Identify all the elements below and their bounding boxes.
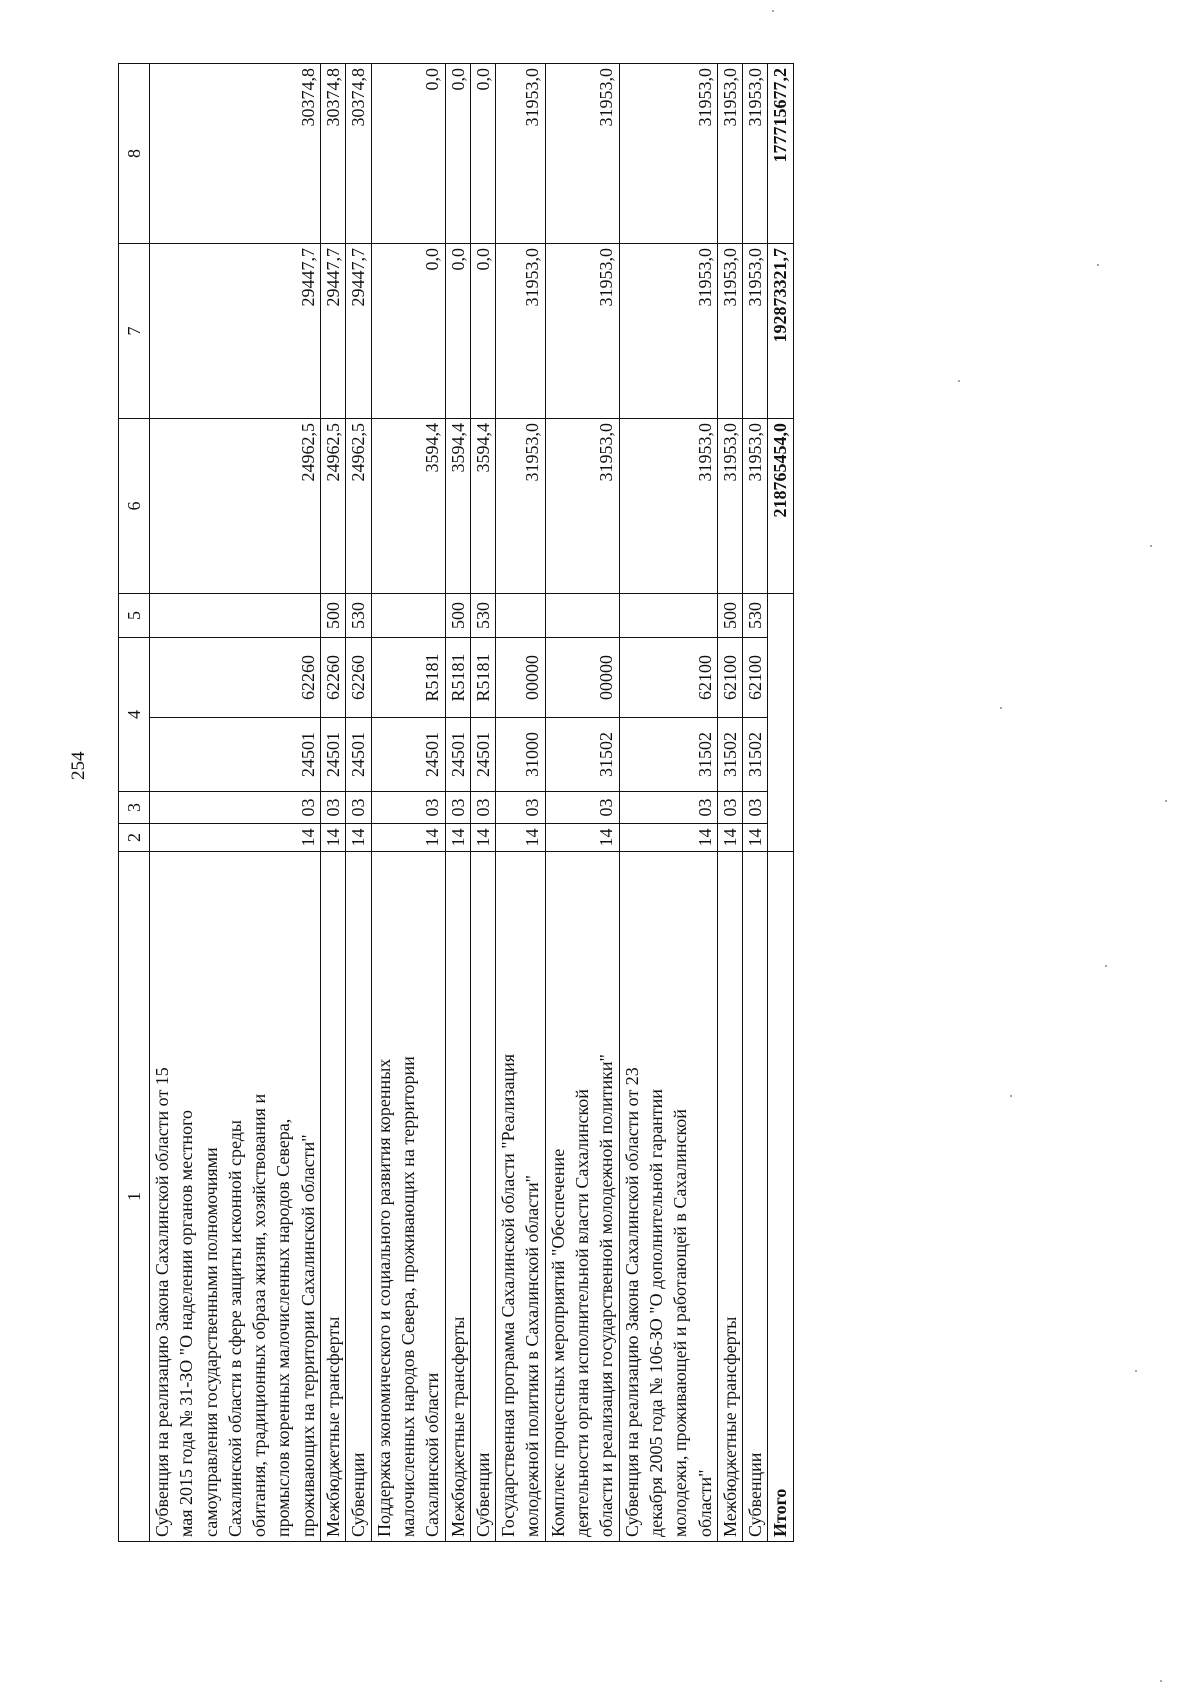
subsection-code: 03 xyxy=(545,792,619,824)
row-description: Межбюджетные трансферты xyxy=(321,852,346,1542)
amount-col7: 0,0 xyxy=(445,244,470,419)
amount-col6: 31953,0 xyxy=(496,419,546,594)
program-code: 24501 xyxy=(371,718,445,792)
program-code: 24501 xyxy=(470,718,495,792)
expense-type-code: 500 xyxy=(717,594,742,638)
amount-col7: 31953,0 xyxy=(717,244,742,419)
total-col7: 192873321,7 xyxy=(768,244,793,419)
direction-code: R5181 xyxy=(470,638,495,718)
table-row xyxy=(321,64,346,1542)
amount-col8: 30374,8 xyxy=(346,64,371,244)
direction-code: 62100 xyxy=(717,638,742,718)
scan-speck xyxy=(1135,1370,1137,1372)
section-code: 14 xyxy=(470,824,495,852)
amount-col7: 29447,7 xyxy=(346,244,371,419)
section-code: 14 xyxy=(346,824,371,852)
direction-code: 62260 xyxy=(321,638,346,718)
row-description: Межбюджетные трансферты xyxy=(445,852,470,1542)
amount-col8: 31953,0 xyxy=(743,64,768,244)
scan-speck xyxy=(1105,965,1107,967)
section-code: 14 xyxy=(321,824,346,852)
subsection-code: 03 xyxy=(150,792,321,824)
direction-code: 00000 xyxy=(545,638,619,718)
budget-table xyxy=(118,63,794,1542)
table-row xyxy=(496,64,546,1542)
amount-col6: 31953,0 xyxy=(545,419,619,594)
program-code: 24501 xyxy=(150,718,321,792)
expense-type-code xyxy=(371,594,445,638)
header-cell: 1 xyxy=(119,852,150,1542)
program-code: 31502 xyxy=(619,718,717,792)
total-empty-cell xyxy=(768,594,793,852)
subsection-code: 03 xyxy=(346,792,371,824)
header-cell: 6 xyxy=(119,419,150,594)
amount-col8: 0,0 xyxy=(470,64,495,244)
section-code: 14 xyxy=(150,824,321,852)
amount-col6: 24962,5 xyxy=(150,419,321,594)
table-row xyxy=(445,64,470,1542)
amount-col7: 29447,7 xyxy=(150,244,321,419)
amount-col6: 3594,4 xyxy=(470,419,495,594)
expense-type-code: 530 xyxy=(470,594,495,638)
table-row xyxy=(545,64,619,1542)
header-cell: 3 xyxy=(119,792,150,824)
expense-type-code xyxy=(150,594,321,638)
expense-type-code xyxy=(545,594,619,638)
section-code: 14 xyxy=(619,824,717,852)
program-code: 31502 xyxy=(743,718,768,792)
total-row xyxy=(768,64,793,1542)
program-code: 31502 xyxy=(717,718,742,792)
amount-col6: 24962,5 xyxy=(346,419,371,594)
expense-type-code xyxy=(619,594,717,638)
section-code: 14 xyxy=(371,824,445,852)
row-description: Субвенция на реализацию Закона Сахалинской области от 15 мая 2015 года № 31-ЗО "О наделении органов местного самоуправления государственными полномочиями Сахалинской области в сфере защиты исконной среды обитания, традиционных образа жизни, хозяйствования и промыслов коренных малочисленных народов Севера, проживающих на территории Сахалинской области" xyxy=(150,852,321,1542)
direction-code: 62260 xyxy=(150,638,321,718)
amount-col8: 0,0 xyxy=(445,64,470,244)
total-label: Итого xyxy=(768,852,793,1542)
amount-col6: 24962,5 xyxy=(321,419,346,594)
header-row xyxy=(119,64,150,1542)
direction-code: 62100 xyxy=(619,638,717,718)
amount-col8: 30374,8 xyxy=(321,64,346,244)
row-description: Межбюджетные трансферты xyxy=(717,852,742,1542)
amount-col6: 31953,0 xyxy=(717,419,742,594)
scan-speck xyxy=(1165,800,1167,802)
amount-col6: 3594,4 xyxy=(445,419,470,594)
row-description: Поддержка экономического и социального развития коренных малочисленных народов Севера, проживающих на территории Сахалинской области xyxy=(371,852,445,1542)
expense-type-code: 500 xyxy=(321,594,346,638)
direction-code: 62260 xyxy=(346,638,371,718)
subsection-code: 03 xyxy=(445,792,470,824)
expense-type-code: 500 xyxy=(445,594,470,638)
scan-speck xyxy=(1160,1680,1162,1682)
subsection-code: 03 xyxy=(321,792,346,824)
amount-col6: 31953,0 xyxy=(743,419,768,594)
subsection-code: 03 xyxy=(717,792,742,824)
section-code: 14 xyxy=(545,824,619,852)
subsection-code: 03 xyxy=(470,792,495,824)
subsection-code: 03 xyxy=(371,792,445,824)
scan-speck xyxy=(1000,707,1002,709)
program-code: 31000 xyxy=(496,718,546,792)
direction-code: R5181 xyxy=(371,638,445,718)
program-code: 24501 xyxy=(321,718,346,792)
row-description: Комплекс процессных мероприятий "Обеспечение деятельности органа исполнительной власти Сахалинской области и реализация государственной молодежной политики" xyxy=(545,852,619,1542)
amount-col8: 30374,8 xyxy=(150,64,321,244)
direction-code: 00000 xyxy=(496,638,546,718)
scan-speck xyxy=(958,380,960,382)
amount-col7: 31953,0 xyxy=(619,244,717,419)
table-row xyxy=(717,64,742,1542)
scan-speck xyxy=(1097,264,1099,266)
header-cell: 7 xyxy=(119,244,150,419)
total-col6: 218765454,0 xyxy=(768,419,793,594)
expense-type-code: 530 xyxy=(346,594,371,638)
row-description: Субвенции xyxy=(346,852,371,1542)
expense-type-code xyxy=(496,594,546,638)
amount-col6: 3594,4 xyxy=(371,419,445,594)
scan-speck xyxy=(1010,1095,1012,1097)
table-row xyxy=(346,64,371,1542)
subsection-code: 03 xyxy=(496,792,546,824)
section-code: 14 xyxy=(496,824,546,852)
header-cell: 8 xyxy=(119,64,150,244)
amount-col7: 0,0 xyxy=(470,244,495,419)
amount-col7: 29447,7 xyxy=(321,244,346,419)
program-code: 24501 xyxy=(346,718,371,792)
row-description: Государственная программа Сахалинской области "Реализация молодежной политики в Сахалинской области" xyxy=(496,852,546,1542)
header-cell: 5 xyxy=(119,594,150,638)
amount-col8: 0,0 xyxy=(371,64,445,244)
table-row xyxy=(470,64,495,1542)
total-col8: 177715677,2 xyxy=(768,64,793,244)
table-row xyxy=(743,64,768,1542)
amount-col7: 0,0 xyxy=(371,244,445,419)
section-code: 14 xyxy=(717,824,742,852)
direction-code: R5181 xyxy=(445,638,470,718)
amount-col7: 31953,0 xyxy=(545,244,619,419)
amount-col8: 31953,0 xyxy=(545,64,619,244)
program-code: 31502 xyxy=(545,718,619,792)
direction-code: 62100 xyxy=(743,638,768,718)
expense-type-code: 530 xyxy=(743,594,768,638)
amount-col8: 31953,0 xyxy=(496,64,546,244)
section-code: 14 xyxy=(743,824,768,852)
budget-table-rotated xyxy=(118,64,910,1542)
table-row xyxy=(150,64,321,1542)
program-code: 24501 xyxy=(445,718,470,792)
scan-speck xyxy=(1150,545,1152,547)
table-row xyxy=(619,64,717,1542)
amount-col7: 31953,0 xyxy=(743,244,768,419)
header-cell: 2 xyxy=(119,824,150,852)
scan-speck xyxy=(772,10,774,12)
row-description: Субвенции xyxy=(743,852,768,1542)
page-number: 254 xyxy=(68,751,89,780)
amount-col8: 31953,0 xyxy=(717,64,742,244)
amount-col8: 31953,0 xyxy=(619,64,717,244)
section-code: 14 xyxy=(445,824,470,852)
row-description: Субвенция на реализацию Закона Сахалинской области от 23 декабря 2005 года № 106-ЗО "О дополнительной гарантии молодежи, проживающей и работающей в Сахалинской области" xyxy=(619,852,717,1542)
header-cell: 4 xyxy=(119,638,150,792)
subsection-code: 03 xyxy=(743,792,768,824)
subsection-code: 03 xyxy=(619,792,717,824)
amount-col7: 31953,0 xyxy=(496,244,546,419)
row-description: Субвенции xyxy=(470,852,495,1542)
amount-col6: 31953,0 xyxy=(619,419,717,594)
table-row xyxy=(371,64,445,1542)
